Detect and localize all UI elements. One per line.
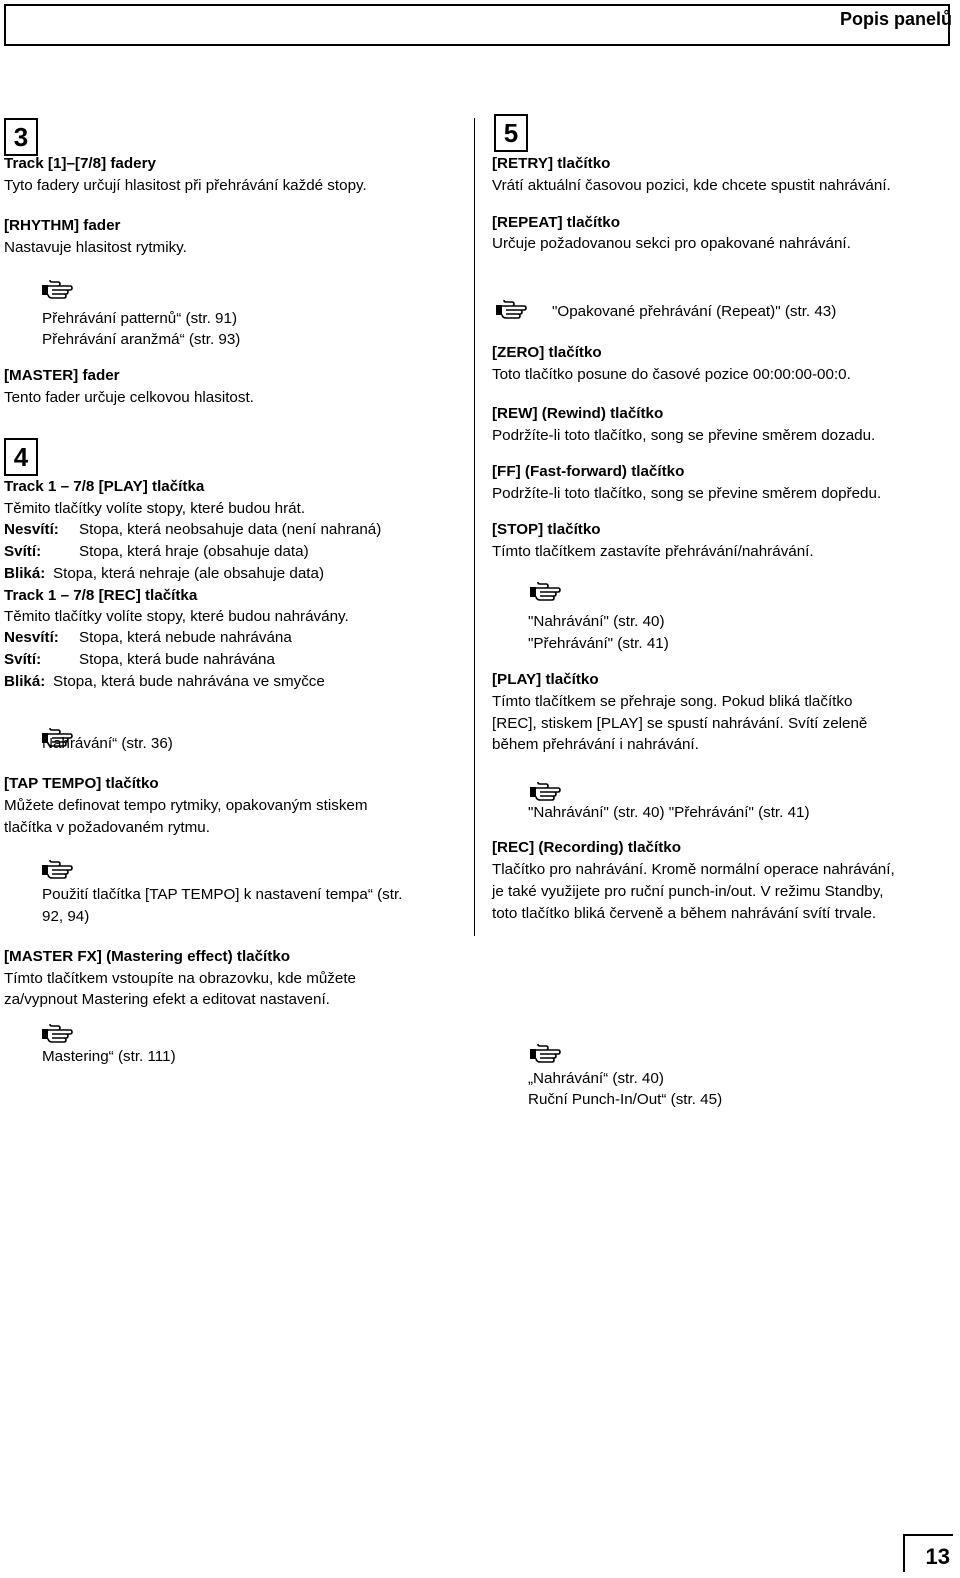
ff-title: [FF] (Fast-forward) tlačítko [492, 463, 685, 480]
master-fader-title: [MASTER] fader [4, 367, 120, 384]
play-buttons-title: Track 1 – 7/8 [PLAY] tlačítka [4, 478, 205, 495]
rec-state-off-text: Stopa, která nebude nahrávána [79, 629, 292, 646]
tap-tempo-title: [TAP TEMPO] tlačítko [4, 775, 159, 792]
play-state-on-label: Svítí: [4, 543, 42, 560]
pointing-hand-icon [528, 1044, 562, 1064]
master-fader-desc: Tento fader určuje celkovou hlasitost. [4, 389, 254, 406]
ref-play: "Nahrávání" (str. 40) "Přehrávání" (str. 41) [528, 804, 810, 821]
pointing-hand-icon [40, 1024, 74, 1044]
tap-tempo-desc-1: Můžete definovat tempo rytmiky, opakovaným stiskem [4, 797, 368, 814]
page-number: 13 [925, 1544, 950, 1569]
rec-state-on-label: Svítí: [4, 651, 42, 668]
stop-desc: Tímto tlačítkem zastavíte přehrávání/nahrávání. [492, 543, 814, 560]
rec-state-off-label: Nesvítí: [4, 629, 59, 646]
rec-desc-1: Tlačítko pro nahrávání. Kromě normální operace nahrávání, [492, 861, 895, 878]
ref-repeat: "Opakované přehrávání (Repeat)" (str. 43) [552, 303, 837, 320]
zero-desc: Toto tlačítko posune do časové pozice 00:00:00-00:0. [492, 366, 851, 383]
rhythm-fader-title: [RHYTHM] fader [4, 217, 121, 234]
pointing-hand-icon [528, 782, 562, 802]
master-fx-desc-1: Tímto tlačítkem vstoupíte na obrazovku, kde můžete [4, 970, 357, 987]
retry-title: [RETRY] tlačítko [492, 155, 611, 172]
rec-desc-2: je také využijete pro ruční punch-in/out. V režimu Standby, [492, 883, 884, 900]
tap-tempo-desc-2: tlačítka v požadovaném rytmu. [4, 819, 210, 836]
play-state-blink-label: Bliká: [4, 565, 46, 582]
ref-arrangement-playback: Přehrávání aranžmá“ (str. 93) [42, 331, 241, 348]
section-number-3: 3 [4, 118, 38, 156]
header-bar [4, 4, 950, 46]
play-title: [PLAY] tlačítko [492, 671, 599, 688]
zero-title: [ZERO] tlačítko [492, 344, 602, 361]
rec-desc-3: toto tlačítko bliká červeně a během nahrávání svítí trvale. [492, 905, 877, 922]
ref-stop-playback: "Přehrávání" (str. 41) [528, 635, 669, 652]
ref-tap-tempo-1: Použití tlačítka [TAP TEMPO] k nastavení tempa“ (str. [42, 886, 403, 903]
ref-rec-recording: „Nahrávání“ (str. 40) [528, 1070, 664, 1087]
page-title: Popis panelů [839, 9, 952, 29]
track-faders-title: Track [1]–[7/8] fadery [4, 155, 156, 172]
pointing-hand-icon [40, 280, 74, 300]
section-number-5: 5 [494, 114, 528, 152]
repeat-title: [REPEAT] tlačítko [492, 214, 620, 231]
play-desc-1: Tímto tlačítkem se přehraje song. Pokud bliká tlačítko [492, 693, 853, 710]
pointing-hand-icon [494, 300, 528, 320]
ref-tap-tempo-2: 92, 94) [42, 908, 90, 925]
ref-stop-recording: "Nahrávání" (str. 40) [528, 613, 665, 630]
ref-pattern-playback: Přehrávání patternů“ (str. 91) [42, 310, 237, 327]
ref-rec-punch: Ruční Punch-In/Out“ (str. 45) [528, 1091, 723, 1108]
play-buttons-desc: Těmito tlačítky volíte stopy, které budou hrát. [4, 500, 306, 517]
master-fx-desc-2: za/vypnout Mastering efekt a editovat nastavení. [4, 991, 330, 1008]
rec-buttons-desc: Těmito tlačítky volíte stopy, které budou nahrávány. [4, 608, 349, 625]
play-state-off-label: Nesvítí: [4, 521, 59, 538]
play-state-off-text: Stopa, která neobsahuje data (není nahraná) [79, 521, 382, 538]
rec-state-on-text: Stopa, která bude nahrávána [79, 651, 275, 668]
ref-recording: Nahrávání“ (str. 36) [42, 735, 173, 752]
rew-title: [REW] (Rewind) tlačítko [492, 405, 664, 422]
rec-state-blink-label: Bliká: [4, 673, 46, 690]
rew-desc: Podržíte-li toto tlačítko, song se převine směrem dozadu. [492, 427, 876, 444]
rec-state-blink-text: Stopa, která bude nahrávána ve smyčce [53, 673, 325, 690]
rhythm-fader-desc: Nastavuje hlasitost rytmiky. [4, 239, 187, 256]
track-faders-desc: Tyto fadery určují hlasitost při přehrávání každé stopy. [4, 177, 367, 194]
ref-mastering: Mastering“ (str. 111) [42, 1048, 176, 1065]
stop-title: [STOP] tlačítko [492, 521, 601, 538]
play-state-blink-text: Stopa, která nehraje (ale obsahuje data) [53, 565, 325, 582]
repeat-desc: Určuje požadovanou sekci pro opakované nahrávání. [492, 235, 851, 252]
column-divider [474, 118, 475, 936]
pointing-hand-icon [40, 860, 74, 880]
play-state-on-text: Stopa, která hraje (obsahuje data) [79, 543, 309, 560]
rec-title: [REC] (Recording) tlačítko [492, 839, 682, 856]
play-desc-3: během přehrávání i nahrávání. [492, 736, 699, 753]
master-fx-title: [MASTER FX] (Mastering effect) tlačítko [4, 948, 291, 965]
retry-desc: Vrátí aktuální časovou pozici, kde chcete spustit nahrávání. [492, 177, 891, 194]
section-number-4: 4 [4, 438, 38, 476]
play-desc-2: [REC], stiskem [PLAY] se spustí nahrávání. Svítí zeleně [492, 715, 868, 732]
rec-buttons-title: Track 1 – 7/8 [REC] tlačítka [4, 587, 198, 604]
pointing-hand-icon [528, 582, 562, 602]
ff-desc: Podržíte-li toto tlačítko, song se převine směrem dopředu. [492, 485, 882, 502]
